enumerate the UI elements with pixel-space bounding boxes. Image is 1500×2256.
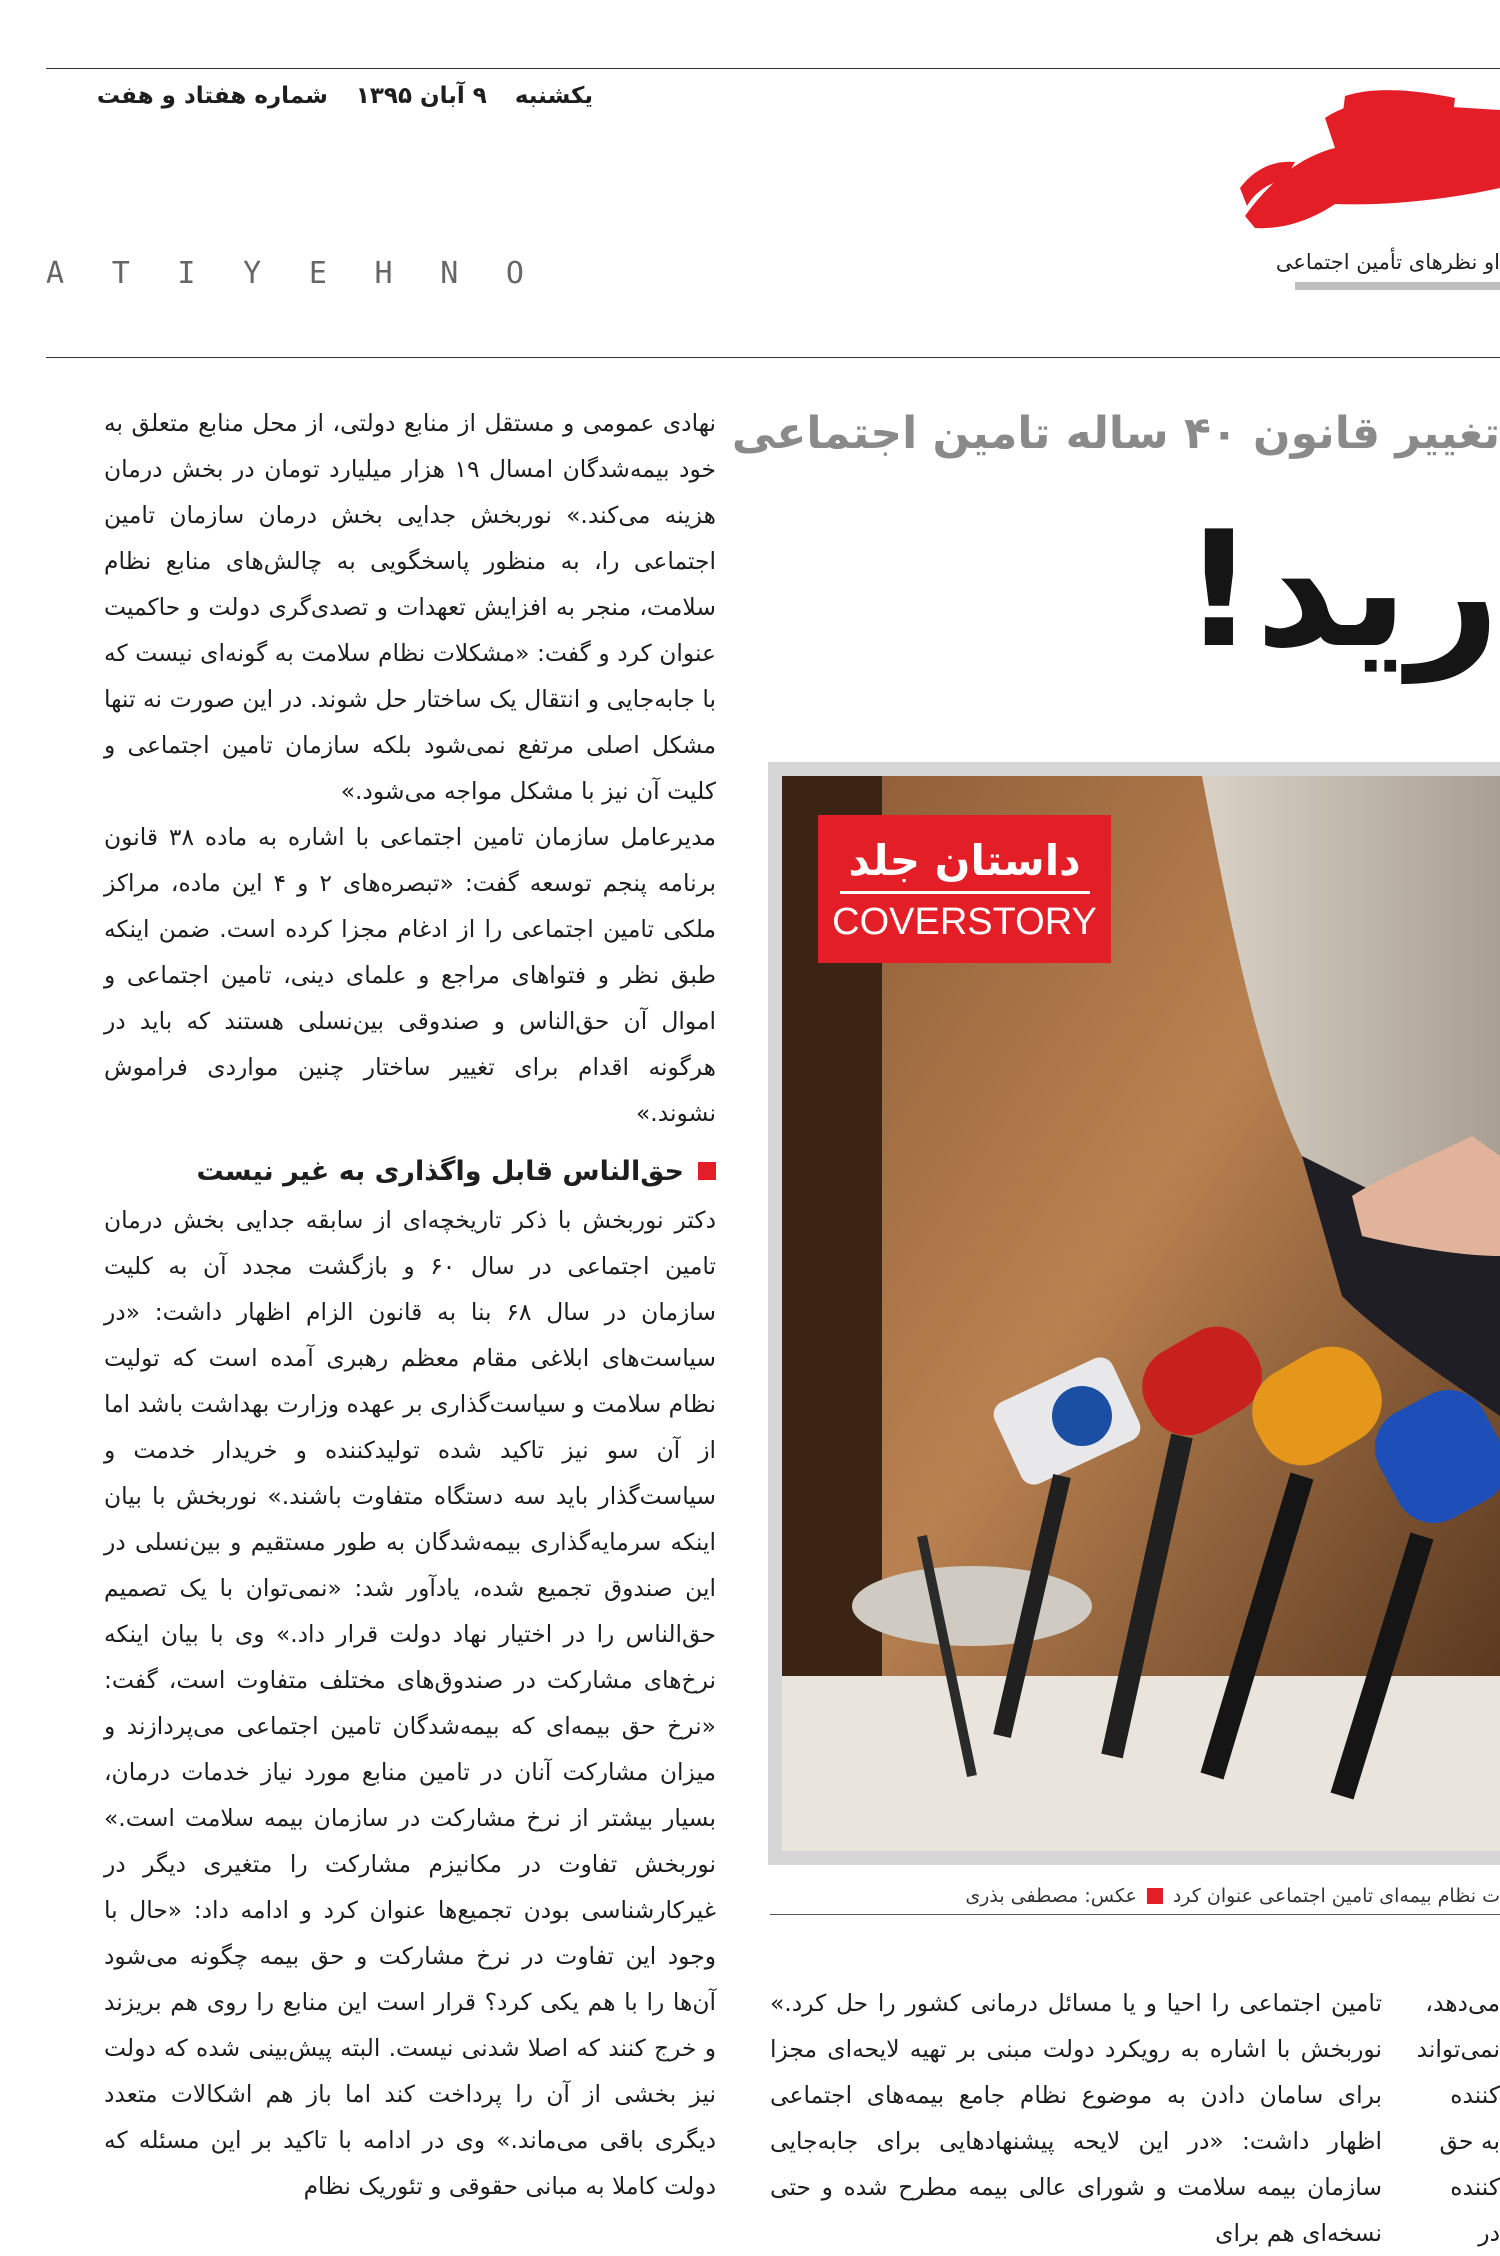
latin-letter-strip	[46, 256, 526, 296]
subhead-square-icon	[698, 1162, 716, 1180]
strip-letter: T	[111, 256, 132, 291]
badge-divider	[840, 891, 1090, 894]
dateline-issue: شماره هفتاد و هفت	[96, 83, 328, 109]
article-column-3-cropped	[1416, 1980, 1500, 2256]
story-headline: رید!	[1182, 496, 1500, 683]
badge-title-en: COVERSTORY	[832, 900, 1097, 943]
dateline-date: ۹ آبان ۱۳۹۵	[355, 83, 487, 109]
badge-title-fa: داستان جلد	[848, 835, 1081, 885]
strip-letter: Y	[243, 256, 264, 291]
header-bottom-rule	[46, 357, 1500, 358]
dateline	[96, 76, 593, 116]
masthead-tagline: او نظرهای تأمین اجتماعی	[1275, 250, 1500, 274]
strip-letter: O	[505, 256, 526, 291]
article-column-2	[770, 1980, 1382, 2256]
caption-rule	[770, 1914, 1500, 1915]
article-paragraph: می‌دهد، نمی‌تواند کننده به حق کننده در	[1416, 1989, 1500, 2247]
newspaper-logo-icon	[1225, 88, 1500, 238]
article-subhead	[104, 1148, 716, 1194]
article-paragraph: مدیرعامل سازمان تامین اجتماعی با اشاره به ماده ۳۸ قانون برنامه پنجم توسعه گفت: «تبصره‌های ۲ و ۴ این ماده، مراکز ملکی تامین اجتماعی را از ادغام مجزا کرده است. ضمن اینکه طبق نظر و فتواهای مراجع و علمای دینی، تامین اجتماعی و اموال آن حق‌الناس و صندوقی بین‌نسلی هستند که باید در هرگونه اقدام برای تغییر ساختار چنین مواردی فراموش نشوند.»	[104, 823, 716, 1127]
article-column-1-continued	[104, 1197, 716, 2209]
article-column-1	[104, 400, 716, 1136]
story-kicker: تغییر قانون ۴۰ ساله تامین اجتماعی	[731, 408, 1500, 459]
photo-credit: عکس: مصطفی بذری	[965, 1885, 1137, 1907]
tagline-underline	[1295, 282, 1500, 290]
strip-letter: N	[440, 256, 461, 291]
article-paragraph: تامین اجتماعی را احیا و یا مسائل درمانی کشور را حل کرد.» نوربخش با اشاره به رویکرد دولت مبنی بر تهیه لایحه‌ای مجزا برای سامان دادن به موضوع نظام جامع بیمه‌های اجتماعی اظهار داشت: «در این لایحه پیشنهادهایی برای جابه‌جایی سازمان بیمه سلامت و شورای عالی بیمه مطرح شده و حتی نسخه‌ای هم برای	[770, 1989, 1382, 2247]
dateline-day: یکشنبه	[514, 83, 593, 109]
strip-letter: I	[177, 256, 198, 291]
caption-text: ت نظام بیمه‌ای تامین اجتماعی عنوان کرد	[1172, 1885, 1500, 1907]
article-paragraph: نهادی عمومی و مستقل از منابع دولتی، از محل منابع متعلق به خود بیمه‌شدگان امسال ۱۹ هزار میلیارد تومان در بخش درمان هزینه می‌کند.» نوربخش جدایی بخش درمان سازمان تامین اجتماعی را، به منظور پاسخگویی به چالش‌های منابع نظام سلامت، منجر به افزایش تعهدات و تصدی‌گری دولت و حاکمیت عنوان کرد و گفت: «مشکلات نظام سلامت به گونه‌ای نیست که با جابه‌جایی و انتقال یک ساختار حل شوند. در این صورت نه تنها مشکل اصلی مرتفع نمی‌شود بلکه سازمان تامین اجتماعی و کلیت آن نیز با مشکل مواجه می‌شود.»	[104, 409, 716, 805]
strip-letter: H	[374, 256, 395, 291]
article-paragraph: دکتر نوربخش با ذکر تاریخچه‌ای از سابقه جدایی بخش درمان تامین اجتماعی در سال ۶۰ و بازگشت مجدد آن به کلیت سازمان در سال ۶۸ بنا به قانون الزام اظهار داشت: «در سیاست‌های ابلاغی مقام معظم رهبری آمده است که تولیت نظام سلامت و سیاست‌گذاری بر عهده وزارت بهداشت باشد اما از آن سو نیز تاکید شده تولیدکننده و خریدار خدمت و سیاست‌گذار باید سه دستگاه متفاوت باشند.» نوربخش با بیان اینکه سرمایه‌گذاری بیمه‌شدگان به طور مستقیم و بین‌نسلی در این صندوق تجمیع شده، یادآور شد: «نمی‌توان با یک تصمیم حق‌الناس را در اختیار نهاد دولت قرار داد.» وی با بیان اینکه نرخ‌های مشارکت در صندوق‌های مختلف متفاوت است، گفت: «نرخ حق بیمه‌ای که بیمه‌شدگان تامین اجتماعی می‌پردازند و میزان مشارکت آنان در تامین منابع مورد نیاز خدمات درمان، بسیار بیشتر از نرخ مشارکت در سازمان بیمه سلامت است.» نوربخش تفاوت در مکانیزم مشارکت را متغیری دیگر در غیرکارشناسی بودن تجمیع‌ها عنوان کرد و ادامه داد: «حال با وجود این تفاوت در نرخ مشارکت و حق بیمه چگونه می‌شود آن‌ها را با هم یکی کرد؟ قرار است این منابع را روی هم بریزند و خرج کنند که اصلا شدنی نیست. البته پیش‌بینی شده که دولت نیز بخشی از آن را پرداخت کند اما باز هم اشکالات متعدد دیگری باقی می‌ماند.» وی در ادامه با تاکید بر این مسئله که دولت کاملا به مبانی حقوقی و تئوریک نظام	[104, 1206, 717, 2200]
strip-letter: A	[46, 256, 67, 291]
subhead-text: حق‌الناس قابل واگذاری به غیر نیست	[196, 1155, 684, 1187]
strip-letter: E	[308, 256, 329, 291]
top-rule	[46, 68, 1500, 69]
photo-caption	[770, 1878, 1500, 1914]
coverstory-badge	[818, 815, 1111, 963]
caption-square-icon	[1147, 1888, 1163, 1904]
